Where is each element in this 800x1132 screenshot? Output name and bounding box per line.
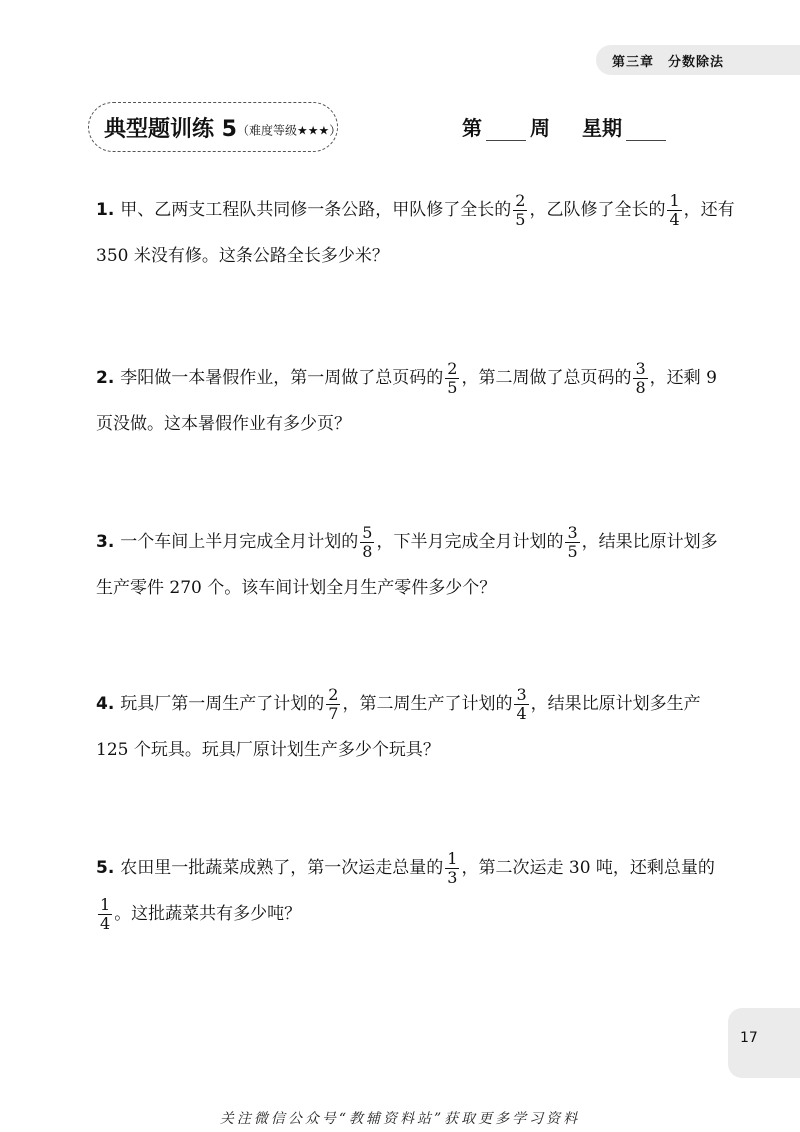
problem-text: 李阳做一本暑假作业，第一周做了总页码的 bbox=[120, 368, 444, 388]
problem-text: 农田里一批蔬菜成熟了，第一次运走总量的 bbox=[120, 858, 444, 878]
fraction bbox=[360, 525, 374, 560]
numerator: 1 bbox=[100, 895, 111, 914]
problem-text: ，乙队修了全长的 bbox=[529, 200, 666, 220]
fraction bbox=[326, 687, 340, 722]
problem-1-line-2 bbox=[96, 236, 716, 276]
problem-number: 1. bbox=[96, 200, 115, 220]
problem-text: 350 米没有修。这条公路全长多少米？ bbox=[96, 246, 389, 266]
fraction bbox=[514, 687, 528, 722]
numerator: 3 bbox=[567, 523, 578, 542]
fraction bbox=[633, 361, 647, 396]
fraction bbox=[565, 525, 579, 560]
numerator: 2 bbox=[328, 685, 339, 704]
numerator: 3 bbox=[516, 685, 527, 704]
problem-text: ，下半月完成全月计划的 bbox=[376, 532, 564, 552]
problem-text: ，还剩 9 bbox=[649, 368, 717, 388]
problem-1 bbox=[96, 190, 735, 276]
page-number: 17 bbox=[740, 1030, 758, 1046]
problem-2 bbox=[96, 358, 716, 444]
problem-number: 3. bbox=[96, 532, 115, 552]
problem-text: ，还有 bbox=[683, 200, 735, 220]
denominator: 5 bbox=[567, 542, 578, 561]
denominator: 4 bbox=[516, 704, 527, 723]
problem-text: ，第二次运走 30 吨，还剩总量的 bbox=[461, 858, 715, 878]
fraction bbox=[445, 361, 459, 396]
section-title bbox=[104, 112, 341, 143]
numerator: 1 bbox=[447, 849, 458, 868]
numerator: 2 bbox=[515, 191, 526, 210]
problem-4 bbox=[96, 684, 716, 770]
problem-3-line-2 bbox=[96, 568, 716, 608]
week-suffix: 周 bbox=[530, 116, 550, 140]
denominator: 8 bbox=[635, 378, 646, 397]
problem-1-line-1 bbox=[96, 190, 735, 230]
problem-3-line-1 bbox=[96, 522, 716, 562]
problem-text: 甲、乙两支工程队共同修一条公路，甲队修了全长的 bbox=[120, 200, 512, 220]
problem-text: 125 个玩具。玩具厂原计划生产多少个玩具？ bbox=[96, 740, 440, 760]
footer-note: 关注微信公众号“教辅资料站”获取更多学习资料 bbox=[219, 1111, 581, 1127]
problem-text: 。这批蔬菜共有多少吨？ bbox=[114, 904, 302, 924]
problem-number: 2. bbox=[96, 368, 115, 388]
fraction bbox=[667, 193, 681, 228]
problem-text: ，第二周做了总页码的 bbox=[461, 368, 632, 388]
problem-text: 一个车间上半月完成全月计划的 bbox=[120, 532, 359, 552]
problem-4-line-2 bbox=[96, 730, 716, 770]
denominator: 7 bbox=[328, 704, 339, 723]
problem-3 bbox=[96, 522, 716, 608]
difficulty-label: （难度等级★★★） bbox=[236, 123, 342, 138]
week-prefix: 第 bbox=[462, 116, 482, 140]
denominator: 4 bbox=[100, 914, 111, 933]
problem-number: 4. bbox=[96, 694, 115, 714]
problem-text: 页没做。这本暑假作业有多少页？ bbox=[96, 414, 351, 434]
section-title-text: 典型题训练 5 bbox=[104, 117, 237, 142]
denominator: 8 bbox=[362, 542, 373, 561]
problem-text: ，第二周生产了计划的 bbox=[342, 694, 513, 714]
problem-text: 生产零件 270 个。该车间计划全月生产零件多少个？ bbox=[96, 578, 497, 598]
fraction bbox=[98, 897, 112, 932]
numerator: 1 bbox=[669, 191, 680, 210]
problem-5-line-2 bbox=[96, 894, 716, 934]
weekday-label: 星期 bbox=[582, 116, 622, 140]
problem-text: ，结果比原计划多 bbox=[581, 532, 718, 552]
chapter-heading: 第三章 分数除法 bbox=[612, 55, 725, 70]
numerator: 2 bbox=[447, 359, 458, 378]
week-blank[interactable] bbox=[486, 120, 526, 141]
problem-2-line-2 bbox=[96, 404, 716, 444]
problem-text: 玩具厂第一周生产了计划的 bbox=[120, 694, 325, 714]
problem-text: ，结果比原计划多生产 bbox=[530, 694, 701, 714]
week-day-line bbox=[462, 112, 670, 141]
problem-2-line-1 bbox=[96, 358, 716, 398]
problem-number: 5. bbox=[96, 858, 115, 878]
problem-4-line-1 bbox=[96, 684, 716, 724]
denominator: 4 bbox=[669, 210, 680, 229]
page-number-tab bbox=[728, 1008, 800, 1078]
weekday-blank[interactable] bbox=[626, 120, 666, 141]
denominator: 5 bbox=[447, 378, 458, 397]
problem-5-line-1 bbox=[96, 848, 716, 888]
problem-5 bbox=[96, 848, 716, 934]
numerator: 5 bbox=[362, 523, 373, 542]
fraction bbox=[513, 193, 527, 228]
numerator: 3 bbox=[635, 359, 646, 378]
denominator: 5 bbox=[515, 210, 526, 229]
denominator: 3 bbox=[447, 868, 458, 887]
fraction bbox=[445, 851, 459, 886]
